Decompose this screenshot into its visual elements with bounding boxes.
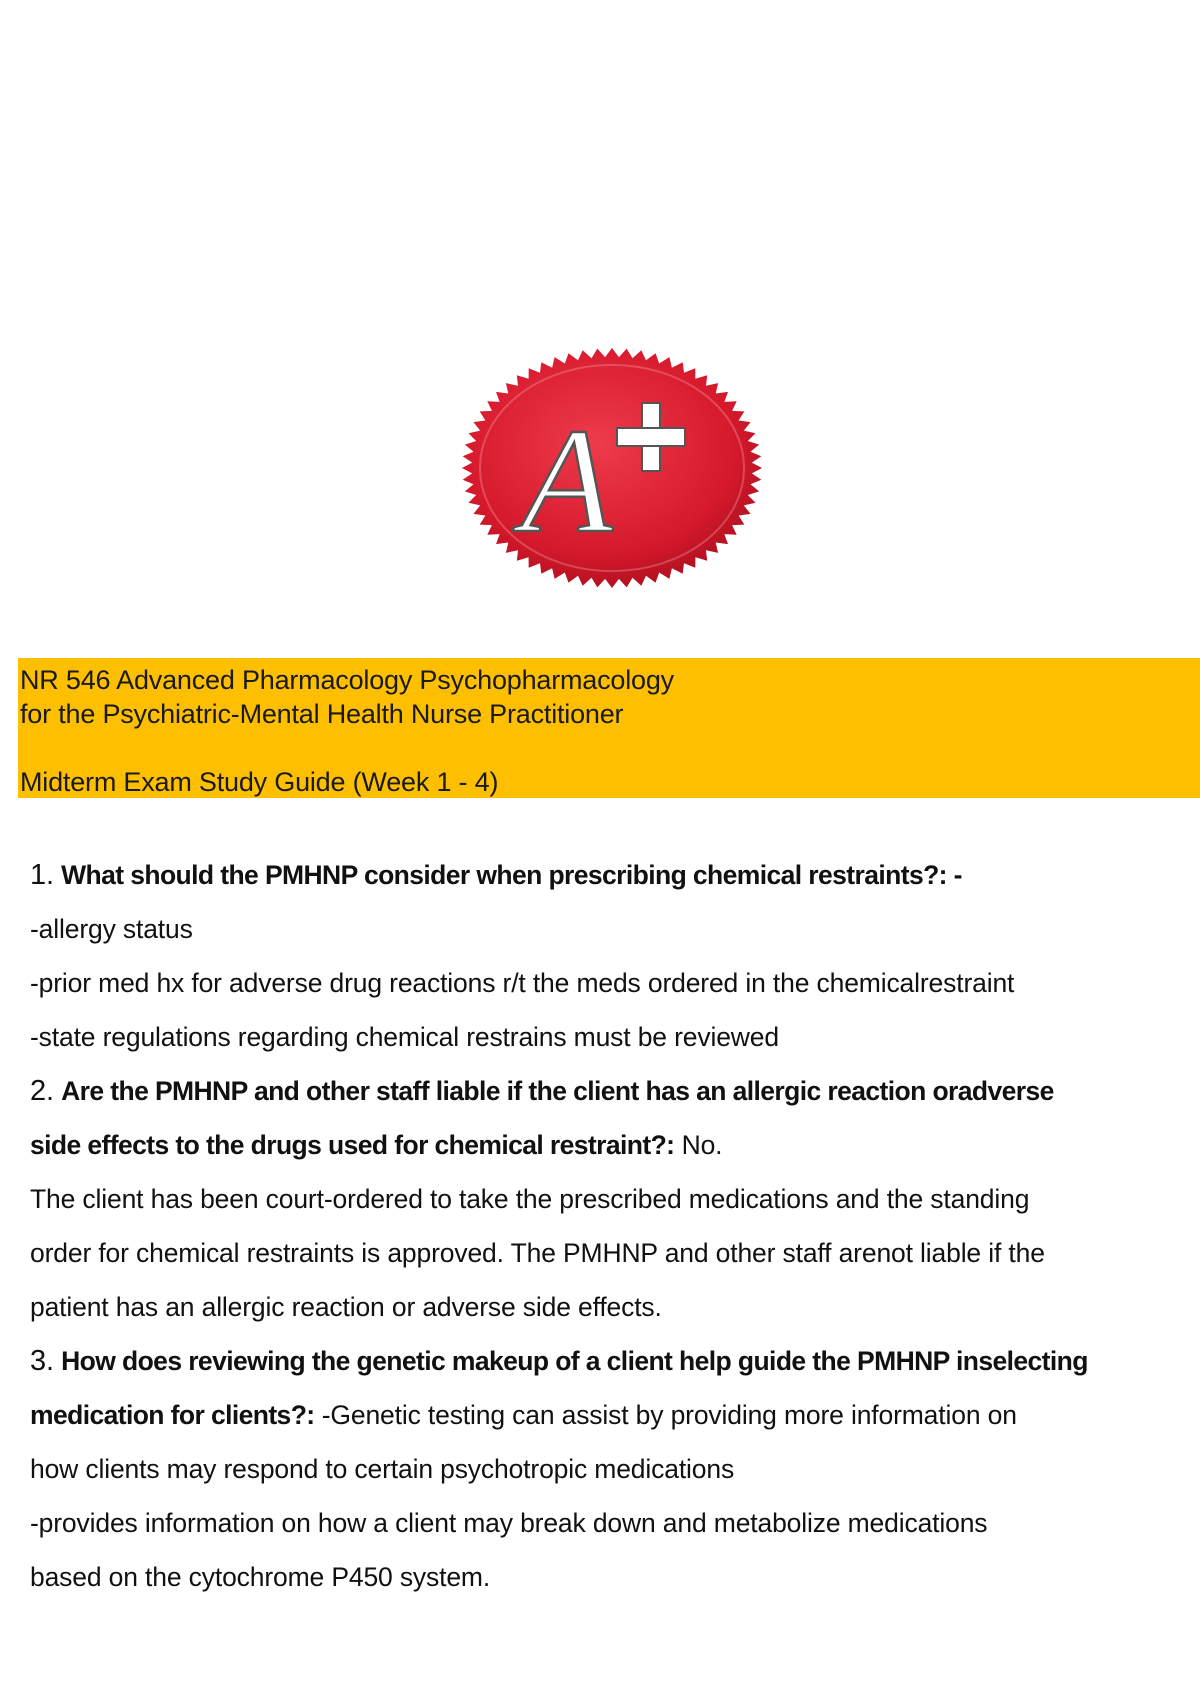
answer-line: -prior med hx for adverse drug reactions r/t the meds ordered in the chemicalrestraint bbox=[30, 968, 1015, 998]
question-text: How does reviewing the genetic makeup of a client help guide the PMHNP inselecting bbox=[61, 1346, 1088, 1376]
banner-line-audience: for the Psychiatric-Mental Health Nurse Practitioner bbox=[20, 699, 624, 729]
answer-line: order for chemical restraints is approved. The PMHNP and other staff arenot liable if the bbox=[30, 1238, 1045, 1268]
course-title-banner bbox=[18, 658, 1200, 798]
banner-line-course: NR 546 Advanced Pharmacology Psychopharmacology bbox=[20, 665, 674, 695]
question-text: Are the PMHNP and other staff liable if the client has an allergic reaction oradverse bbox=[61, 1076, 1054, 1106]
question-number: 1. bbox=[30, 859, 54, 891]
answer-inline: No. bbox=[674, 1130, 723, 1160]
svg-text:A: A bbox=[521, 398, 613, 564]
question-2 bbox=[30, 1064, 1190, 1118]
question-1 bbox=[30, 848, 1190, 902]
a-plus-logo bbox=[449, 343, 779, 593]
a-plus-seal-icon bbox=[449, 343, 779, 593]
banner-line-guide: Midterm Exam Study Guide (Week 1 - 4) bbox=[20, 767, 499, 797]
question-3-cont bbox=[30, 1388, 1190, 1442]
answer-line: The client has been court-ordered to take the prescribed medications and the standing bbox=[30, 1184, 1030, 1214]
question-number: 3. bbox=[30, 1345, 54, 1377]
question-text: What should the PMHNP consider when prescribing chemical restraints?: - bbox=[61, 860, 962, 890]
question-text: medication for clients?: bbox=[30, 1400, 315, 1430]
question-text: side effects to the drugs used for chemical restraint?: bbox=[30, 1130, 675, 1160]
answer-line: how clients may respond to certain psychotropic medications bbox=[30, 1454, 735, 1484]
answer-inline: -Genetic testing can assist by providing more information on bbox=[314, 1400, 1017, 1430]
question-2-cont bbox=[30, 1118, 1190, 1172]
question-number: 2. bbox=[30, 1075, 54, 1107]
answer-line: -allergy status bbox=[30, 914, 193, 944]
answer-line: -state regulations regarding chemical restrains must be reviewed bbox=[30, 1022, 779, 1052]
question-3 bbox=[30, 1334, 1190, 1388]
study-guide-content bbox=[30, 848, 1190, 1604]
answer-line: based on the cytochrome P450 system. bbox=[30, 1562, 491, 1592]
answer-line: patient has an allergic reaction or adverse side effects. bbox=[30, 1292, 662, 1322]
answer-line: -provides information on how a client may break down and metabolize medications bbox=[30, 1508, 988, 1538]
